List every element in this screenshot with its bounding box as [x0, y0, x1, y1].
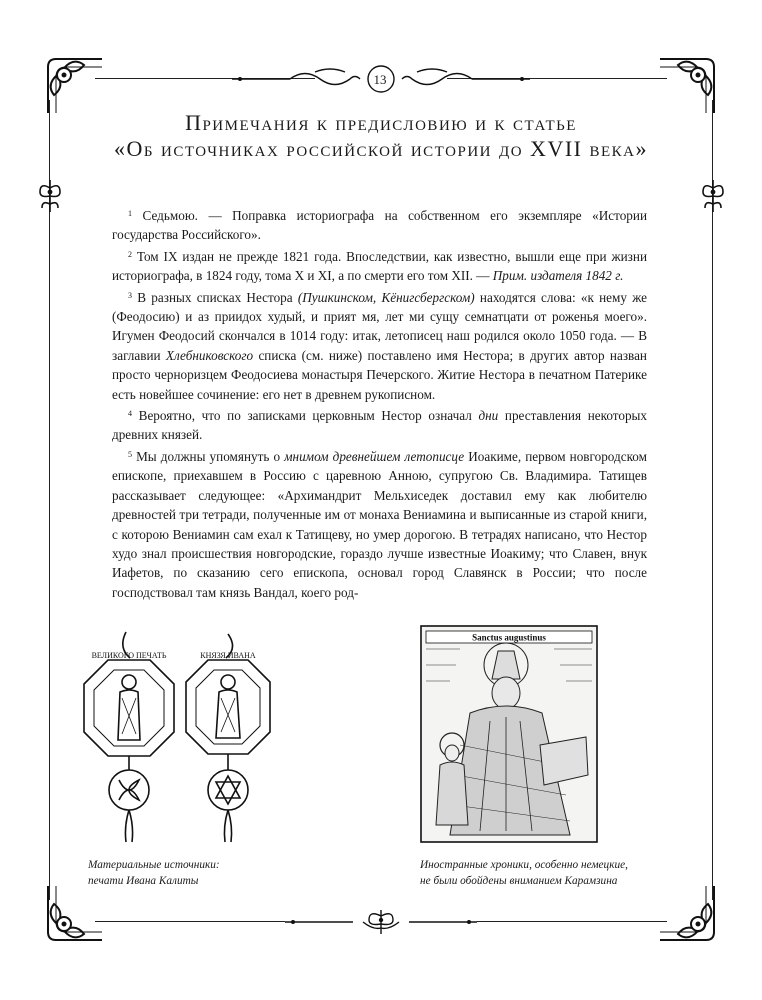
- notes-body: [112, 204, 647, 602]
- page-title-line-2: «Об источниках российской истории до XVII века»: [113, 136, 648, 161]
- note-italic-text: Прим. издателя 1842 г.: [492, 268, 624, 284]
- note-text: Том IX издан не прежде 1821 года. Впоследствии, как известно, вышли еще при жизни историографа, в 1824 году, тома X и XI, а по смерти его том XII. —: [112, 248, 648, 284]
- note-text: преставления некоторых древних князей.: [112, 408, 647, 443]
- note-paragraph: [112, 445, 647, 602]
- right-caption-line-2: не были обойдены вниманием Карамзина: [420, 875, 618, 887]
- note-italic-text: дни: [478, 408, 499, 424]
- frame-right-line: [712, 100, 713, 900]
- note-italic-text: мнимом древнейшем летописце: [284, 448, 465, 464]
- corner-ornament-bottom-left: [44, 882, 106, 944]
- bottom-ornament: [283, 908, 479, 936]
- note-text: В разных списках Нестора: [137, 289, 298, 305]
- side-ornament-left: [36, 178, 64, 214]
- seals-illustration: [78, 628, 288, 848]
- corner-ornament-bottom-right: [656, 882, 718, 944]
- left-caption-line-2: печати Ивана Калиты: [88, 875, 199, 887]
- note-italic-text: Хлебниковского: [165, 347, 254, 363]
- note-text: Иоакиме, первом новгородском епископе, приехавшем в Россию с царевною Анною, супругою Св. Владимира. Татищев рассказывает следующее: «Архимандрит Мельхиседек доставил ему как любителю древностей три тетради, полученные им от монаха Вениамина и выписанные из старой книги, с которою Вениамин сам ехал к Татищеву, но умер дорогою. В тетрадях написано, что Нестор худо знал происшествия новгородские, гораздо лучше известные Иоакиму; что Славен, внук Иафетов, по сказанию сего епископа, основал город Славянск в России; что после господствовал там князь Вандал, коего род-: [112, 448, 647, 600]
- seal1-inscription: ВЕЛИКОГО ПЕЧАТЬ: [91, 651, 167, 660]
- frame-bottom-right-line: [477, 921, 667, 922]
- page-number: 13: [373, 72, 387, 87]
- frame-bottom-left-line: [95, 921, 285, 922]
- note-paragraph: [112, 286, 647, 404]
- note-paragraph: [112, 204, 647, 245]
- woodcut-banner: Sanctus augustinus: [472, 632, 546, 643]
- note-paragraph: [112, 245, 647, 286]
- note-number: 2: [128, 249, 132, 259]
- note-number: 1: [128, 209, 132, 218]
- note-paragraph: [112, 404, 647, 445]
- frame-left-line: [49, 100, 50, 900]
- left-caption-line-1: Материальные источники:: [88, 859, 220, 871]
- note-text: списка (см. ниже) поставлено имя Нестора; в других автор назван просто черноризцем Феодосиева монастыря Печерского. Житие Нестора в печатном Патерике есть новейшее сочинение: его нет в древнем рукописном.: [112, 347, 647, 402]
- note-text: Мы должны упомянуть о: [136, 448, 285, 464]
- note-number: 3: [128, 290, 132, 300]
- note-text: Седьмою. — Поправка историографа на собственном его экземпляре «Истории государства Российского».: [112, 208, 648, 243]
- note-italic-text: (Пушкинском, Кёнигсбергском): [297, 289, 475, 305]
- note-text: находятся слова: «к нему же (Феодосию) и аз приидох худый, и прият мя, лет ми сущу семнатцати от роженья моего». Игумен Феодосий скончался в 1014 году: итак, летописец наш родился около 1050 года. — В заглавии: [112, 289, 647, 363]
- woodcut-illustration: [420, 625, 598, 843]
- seal2-inscription: КНЯЗЯ ИВАНА: [200, 651, 256, 660]
- note-number: 5: [128, 449, 132, 459]
- side-ornament-right: [699, 178, 727, 214]
- right-caption-line-1: Иностранные хроники, особенно немецкие,: [420, 859, 628, 871]
- note-number: 4: [128, 409, 132, 419]
- page-title-line-1: Примечания к предисловию и к статье: [185, 110, 577, 135]
- note-text: Вероятно, что по записками церковным Нестор означал: [138, 408, 479, 424]
